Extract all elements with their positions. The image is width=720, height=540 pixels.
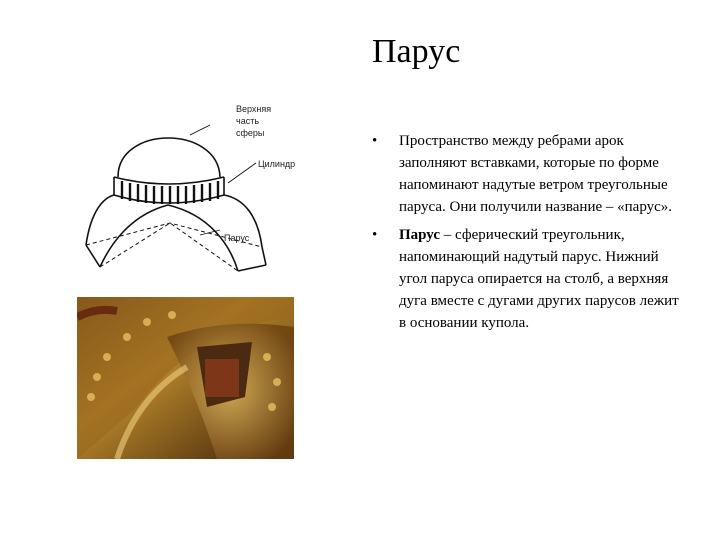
bullet-marker: • bbox=[372, 133, 378, 149]
label-upper-line2: часть bbox=[236, 116, 260, 126]
bullet-text: – сферический треугольник, напоминающий надутый парус. Нижний угол паруса опирается на столб, а верхняя дуга вместе с дугами других парусов лежит в основании купола. bbox=[399, 227, 679, 331]
dome-diagram-drawing bbox=[70, 95, 300, 280]
label-cylinder: Цилиндр bbox=[258, 159, 296, 169]
pendentive-photo-image bbox=[77, 297, 294, 459]
bullet-text: Пространство между ребрами арок заполняют вставками, которые по форме напоминают надутые ветром треугольные паруса. Они получили название – «парус». bbox=[399, 133, 673, 215]
label-sail: Парус bbox=[224, 233, 250, 243]
label-upper-line1: Верхняя bbox=[236, 104, 272, 114]
pendentive-photo bbox=[77, 297, 294, 459]
drum-top bbox=[114, 177, 224, 184]
bullet-item bbox=[368, 224, 688, 334]
bullet-item bbox=[368, 130, 688, 218]
dome-diagram bbox=[70, 95, 300, 280]
dome-cap-outline bbox=[118, 138, 220, 177]
bullet-term: Парус bbox=[399, 227, 441, 243]
bullet-list bbox=[368, 130, 688, 340]
label-upper-line3: сферы bbox=[236, 128, 265, 138]
slide-title: Парус bbox=[372, 33, 461, 70]
bullet-marker: • bbox=[372, 227, 378, 243]
